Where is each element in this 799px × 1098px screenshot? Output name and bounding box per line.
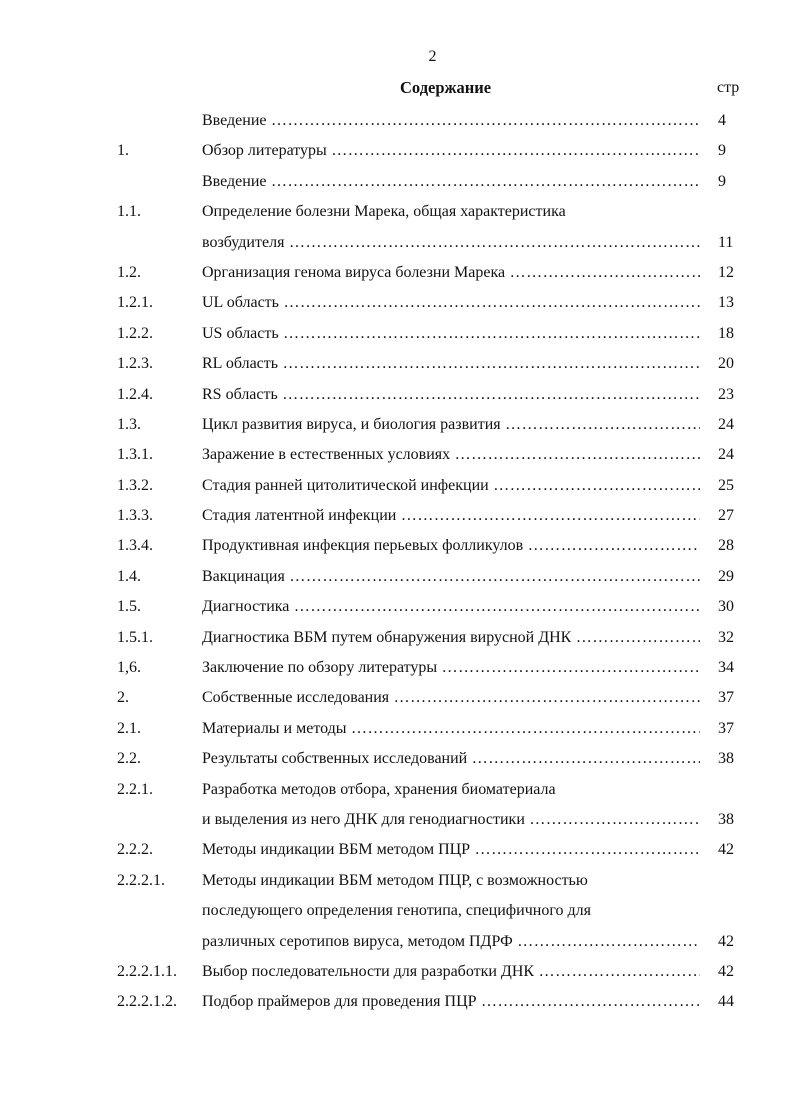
section-title: Разработка методов отбора, хранения биоматериала	[202, 780, 556, 798]
toc-entry[interactable]	[0, 167, 799, 197]
section-page: 42	[718, 932, 734, 950]
section-title: Стадия ранней цитолитической инфекции ………………………………………………………………………………………………………………………………	[202, 471, 700, 501]
section-number: 1,6.	[117, 659, 141, 677]
section-page: 24	[718, 446, 734, 464]
toc-line	[0, 471, 799, 501]
section-title: Определение болезни Марека, общая характеристика	[202, 203, 566, 221]
section-number: 2.2.2.1.1.	[117, 962, 177, 980]
toc-heading: Содержание	[400, 78, 492, 97]
toc-line	[0, 410, 799, 440]
toc-entry[interactable]	[0, 440, 799, 470]
section-title: Выбор последовательности для разработки ДНК ………………………………………………………………………………………………………………………………	[202, 957, 700, 987]
toc-entry[interactable]	[0, 623, 799, 653]
toc-entry[interactable]	[0, 531, 799, 561]
section-number: 1.2.3.	[117, 355, 153, 373]
section-page: 18	[718, 324, 734, 342]
toc-line	[0, 896, 799, 926]
toc-line	[0, 957, 799, 987]
toc-entry[interactable]	[0, 866, 799, 957]
section-number: 2.1.	[117, 719, 141, 737]
section-number: 1.1.	[117, 203, 141, 221]
toc-line	[0, 197, 799, 227]
toc-entry[interactable]	[0, 380, 799, 410]
toc-entry[interactable]	[0, 987, 799, 1017]
section-title: Результаты собственных исследований ………………………………………………………………………………………………………………………………	[202, 744, 700, 774]
section-number: 1.2.4.	[117, 385, 153, 403]
section-number: 1.3.3.	[117, 507, 153, 525]
toc-entry[interactable]	[0, 683, 799, 713]
section-page: 23	[718, 385, 734, 403]
section-page: 30	[718, 598, 734, 616]
toc-entry[interactable]	[0, 562, 799, 592]
section-page: 25	[718, 476, 734, 494]
section-title: Цикл развития вируса, и биология развития ………………………………………………………………………………………………………………………………	[202, 410, 700, 440]
section-page: 11	[718, 233, 734, 251]
section-page: 38	[718, 750, 734, 768]
section-title: Организация генома вируса болезни Марека ………………………………………………………………………………………………………………………………	[202, 258, 700, 288]
section-title: Вакцинация ………………………………………………………………………………………………………………………………	[202, 562, 700, 592]
section-title: Диагностика ………………………………………………………………………………………………………………………………	[202, 592, 700, 622]
section-number: 1.	[117, 142, 129, 160]
section-page: 42	[718, 962, 734, 980]
toc-line	[0, 866, 799, 896]
section-page: 32	[718, 628, 734, 646]
toc-entry[interactable]	[0, 258, 799, 288]
section-number: 1.3.1.	[117, 446, 153, 464]
toc-line	[0, 927, 799, 957]
toc-entry[interactable]	[0, 349, 799, 379]
toc-entry[interactable]	[0, 288, 799, 318]
section-title: Подбор праймеров для проведения ПЦР ………………………………………………………………………………………………………………………………	[202, 987, 700, 1017]
page-number: 2	[428, 48, 437, 65]
toc-line	[0, 775, 799, 805]
section-page: 24	[718, 415, 734, 433]
section-title: Введение ………………………………………………………………………………………………………………………………	[202, 167, 700, 197]
toc-line	[0, 653, 799, 683]
section-number: 1.5.1.	[117, 628, 153, 646]
section-page: 9	[718, 142, 726, 160]
section-title: последующего определения генотипа, специфичного для	[202, 902, 591, 920]
toc-line	[0, 288, 799, 318]
section-page: 42	[718, 841, 734, 859]
toc-entry[interactable]	[0, 714, 799, 744]
section-title: Заключение по обзору литературы ………………………………………………………………………………………………………………………………	[202, 653, 700, 683]
section-title: Методы индикации ВБМ методом ПЦР, с возможностью	[202, 871, 588, 889]
toc-line	[0, 228, 799, 258]
section-title: Введение ………………………………………………………………………………………………………………………………	[202, 106, 700, 136]
section-page: 4	[718, 112, 726, 129]
toc-entry[interactable]	[0, 136, 799, 166]
toc-entry[interactable]	[0, 775, 799, 836]
toc-entry[interactable]	[0, 319, 799, 349]
toc-line	[0, 835, 799, 865]
section-number: 2.	[117, 689, 129, 707]
section-number: 1.2.	[117, 263, 141, 281]
section-page: 28	[718, 537, 734, 555]
section-page: 20	[718, 355, 734, 373]
section-title: Методы индикации ВБМ методом ПЦР ………………………………………………………………………………………………………………………………	[202, 835, 700, 865]
section-page: 44	[718, 993, 734, 1011]
toc-line	[0, 258, 799, 288]
toc-line	[0, 987, 799, 1017]
toc-line	[0, 349, 799, 379]
section-page: 37	[718, 719, 734, 737]
toc-line	[0, 592, 799, 622]
toc-line	[0, 501, 799, 531]
section-number: 1.5.	[117, 598, 141, 616]
toc-line	[0, 744, 799, 774]
toc-line	[0, 531, 799, 561]
section-number: 1.3.2.	[117, 476, 153, 494]
section-title: Продуктивная инфекция перьевых фолликулов ………………………………………………………………………………………………………………………………	[202, 531, 700, 561]
section-number: 1.3.	[117, 415, 141, 433]
section-title: Материалы и методы ………………………………………………………………………………………………………………………………	[202, 714, 700, 744]
section-page: 12	[718, 263, 734, 281]
toc-entry[interactable]	[0, 592, 799, 622]
toc-entry[interactable]	[0, 471, 799, 501]
toc-entry[interactable]	[0, 106, 799, 136]
section-title: Диагностика ВБМ путем обнаружения вирусной ДНК ………………………………………………………………………………………………………………………………	[202, 623, 700, 653]
section-title: US область ………………………………………………………………………………………………………………………………	[202, 319, 700, 349]
section-page: 37	[718, 689, 734, 707]
section-title: RL область ………………………………………………………………………………………………………………………………	[202, 349, 700, 379]
section-number: 1.3.4.	[117, 537, 153, 555]
toc-line	[0, 136, 799, 166]
section-title: различных серотипов вируса, методом ПДРФ ………………………………………………………………………………………………………………………………	[202, 927, 700, 957]
section-title: RS область ………………………………………………………………………………………………………………………………	[202, 380, 700, 410]
section-number: 2.2.2.1.2.	[117, 993, 177, 1011]
section-title: Обзор литературы ………………………………………………………………………………………………………………………………	[202, 136, 700, 166]
toc-line	[0, 106, 799, 136]
section-title: возбудителя ………………………………………………………………………………………………………………………………	[202, 228, 700, 258]
toc-entry[interactable]	[0, 410, 799, 440]
section-number: 1.2.1.	[117, 294, 153, 312]
section-page: 13	[718, 294, 734, 312]
section-number: 1.4.	[117, 567, 141, 585]
section-title: Собственные исследования ………………………………………………………………………………………………………………………………	[202, 683, 700, 713]
section-title: Заражение в естественных условиях ………………………………………………………………………………………………………………………………	[202, 440, 700, 470]
section-number: 2.2.2.	[117, 841, 153, 859]
section-title: UL область ………………………………………………………………………………………………………………………………	[202, 288, 700, 318]
toc-line	[0, 623, 799, 653]
section-title: и выделения из него ДНК для генодиагностики ………………………………………………………………………………………………………………………………	[202, 805, 700, 835]
toc-line	[0, 380, 799, 410]
toc-entry[interactable]	[0, 957, 799, 987]
toc-entry[interactable]	[0, 501, 799, 531]
toc-entry[interactable]	[0, 744, 799, 774]
table-of-contents	[0, 106, 799, 1018]
toc-entry[interactable]	[0, 653, 799, 683]
toc-entry[interactable]	[0, 197, 799, 258]
toc-line	[0, 319, 799, 349]
section-number: 2.2.	[117, 750, 141, 768]
section-number: 2.2.1.	[117, 780, 153, 798]
section-page: 29	[718, 567, 734, 585]
page-column-label: стр	[717, 79, 740, 96]
toc-line	[0, 805, 799, 835]
section-page: 34	[718, 659, 734, 677]
toc-line	[0, 440, 799, 470]
toc-entry[interactable]	[0, 835, 799, 865]
toc-line	[0, 167, 799, 197]
section-number: 2.2.2.1.	[117, 871, 165, 889]
section-page: 9	[718, 172, 726, 190]
toc-line	[0, 562, 799, 592]
toc-line	[0, 714, 799, 744]
section-page: 27	[718, 507, 734, 525]
toc-line	[0, 683, 799, 713]
section-title: Стадия латентной инфекции ………………………………………………………………………………………………………………………………	[202, 501, 700, 531]
section-number: 1.2.2.	[117, 324, 153, 342]
section-page: 38	[718, 810, 734, 828]
